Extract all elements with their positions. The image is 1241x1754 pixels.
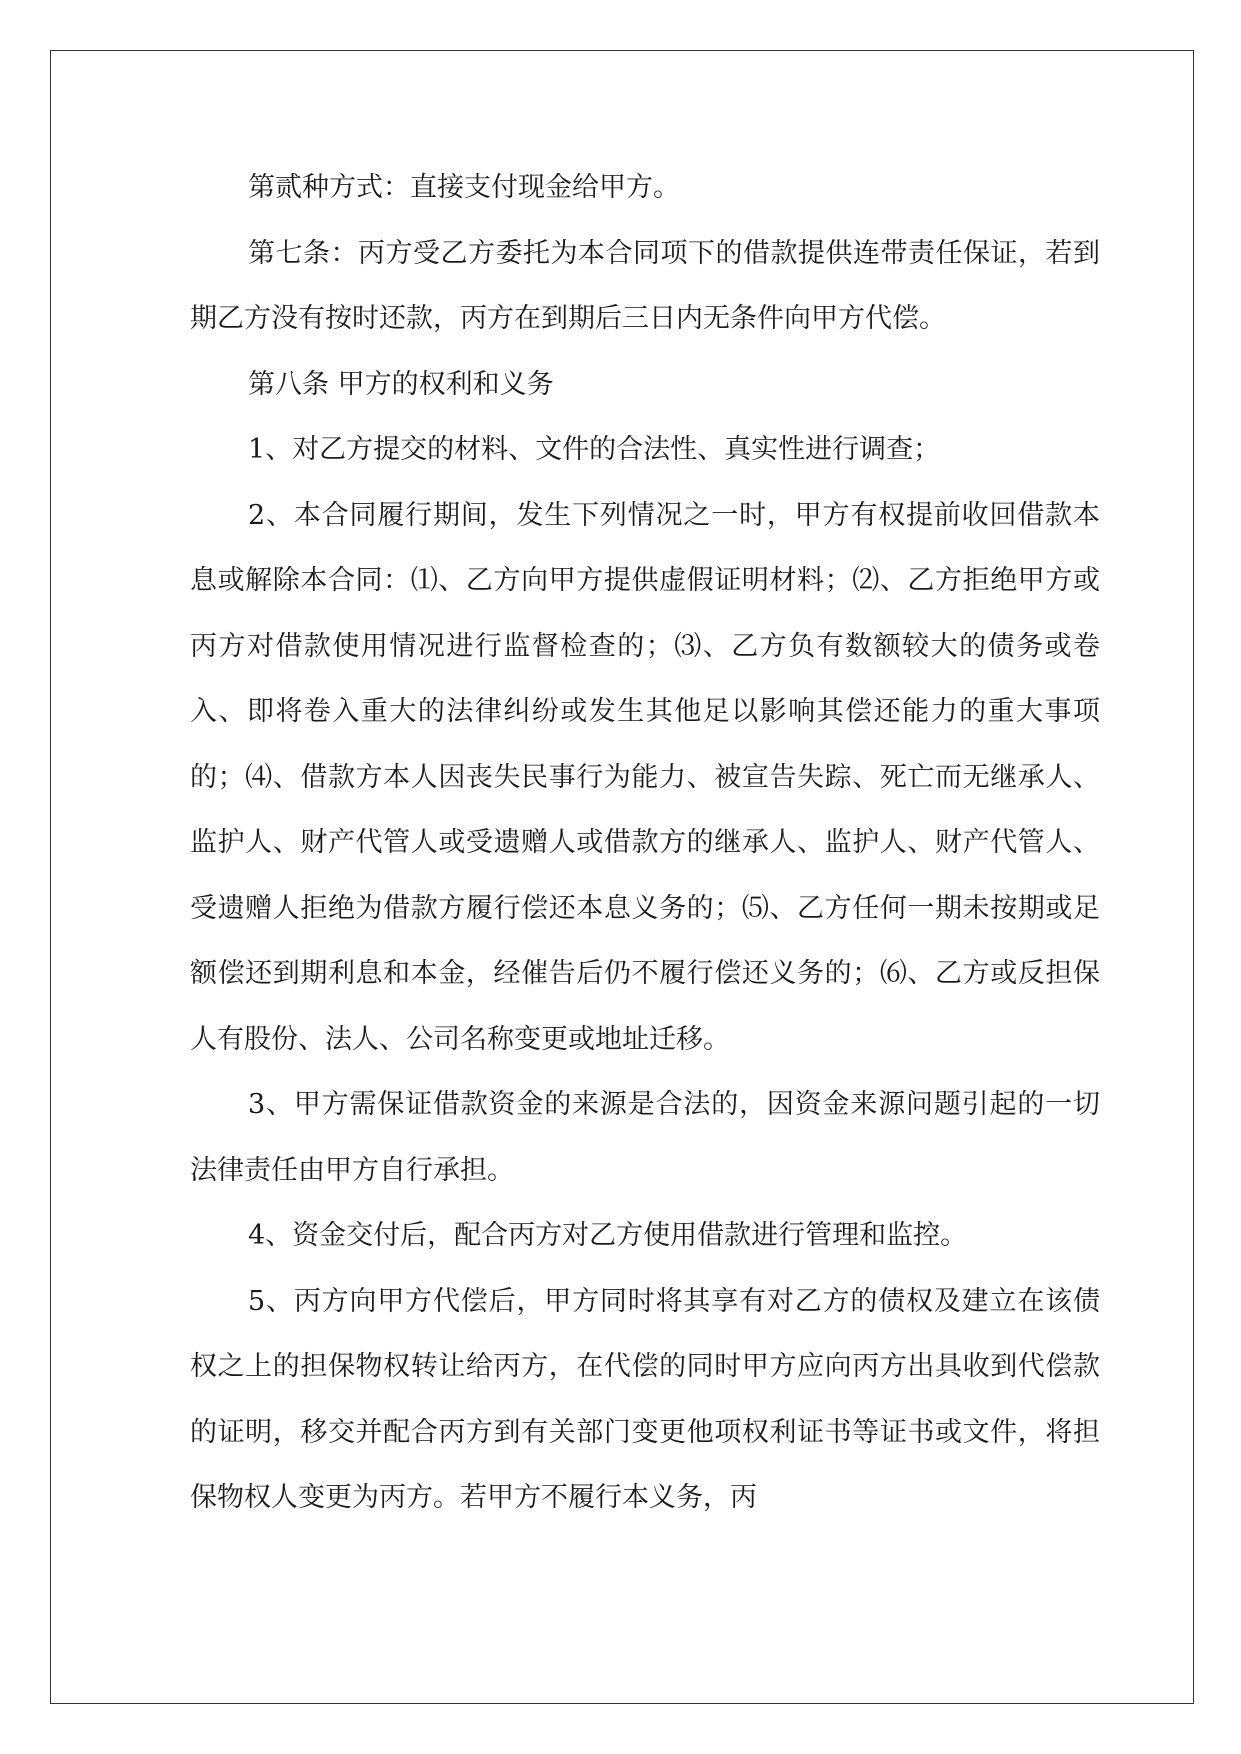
paragraph-article-8-heading: 第八条 甲方的权利和义务 bbox=[248, 368, 554, 400]
paragraph-clause-3: 3、甲方需保证借款资金的来源是合法的，因资金来源问题引起的一切法律责任由甲方自行承担。 bbox=[190, 1089, 1100, 1186]
paragraph-clause-2: 2、本合同履行期间，发生下列情况之一时，甲方有权提前收回借款本息或解除本合同：⑴、乙方向甲方提供虚假证明材料；⑵、乙方拒绝甲方或丙方对借款使用情况进行监督检查的；⑶、乙方负有数额较大的债务或卷入、即将卷入重大的法律纠纷或发生其他足以影响其偿还能力的重大事项的；⑷、借款方本人因丧失民事行为能力、被宣告失踪、死亡而无继承人、监护人、财产代管人或受遗赠人或借款方的继承人、监护人、财产代管人、受遗赠人拒绝为借款方履行偿还本息义务的；⑸、乙方任何一期未按期或足额偿还到期利息和本金，经催告后仍不履行偿还义务的；⑹、乙方或反担保人有股份、法人、公司名称变更或地址迁移。 bbox=[190, 499, 1100, 1055]
paragraph-clause-4: 4、资金交付后，配合丙方对乙方使用借款进行管理和监控。 bbox=[248, 1220, 968, 1251]
paragraph-payment-method-2: 第贰种方式：直接支付现金给甲方。 bbox=[248, 172, 680, 203]
paragraph-clause-5: 5、丙方向甲方代偿后，甲方同时将其享有对乙方的债权及建立在该债权之上的担保物权转让给丙方，在代偿的同时甲方应向丙方出具收到代偿款的证明，移交并配合丙方到有关部门变更他项权利证书等证书或文件，将担保物权人变更为丙方。若甲方不履行本义务，丙 bbox=[190, 1285, 1100, 1513]
paragraph-clause-1: 1、对乙方提交的材料、文件的合法性、真实性进行调查； bbox=[248, 434, 941, 465]
document-body bbox=[190, 155, 1100, 1531]
paragraph-article-7: 第七条：丙方受乙方委托为本合同项下的借款提供连带责任保证，若到期乙方没有按时还款，丙方在到期后三日内无条件向甲方代偿。 bbox=[190, 237, 1100, 334]
